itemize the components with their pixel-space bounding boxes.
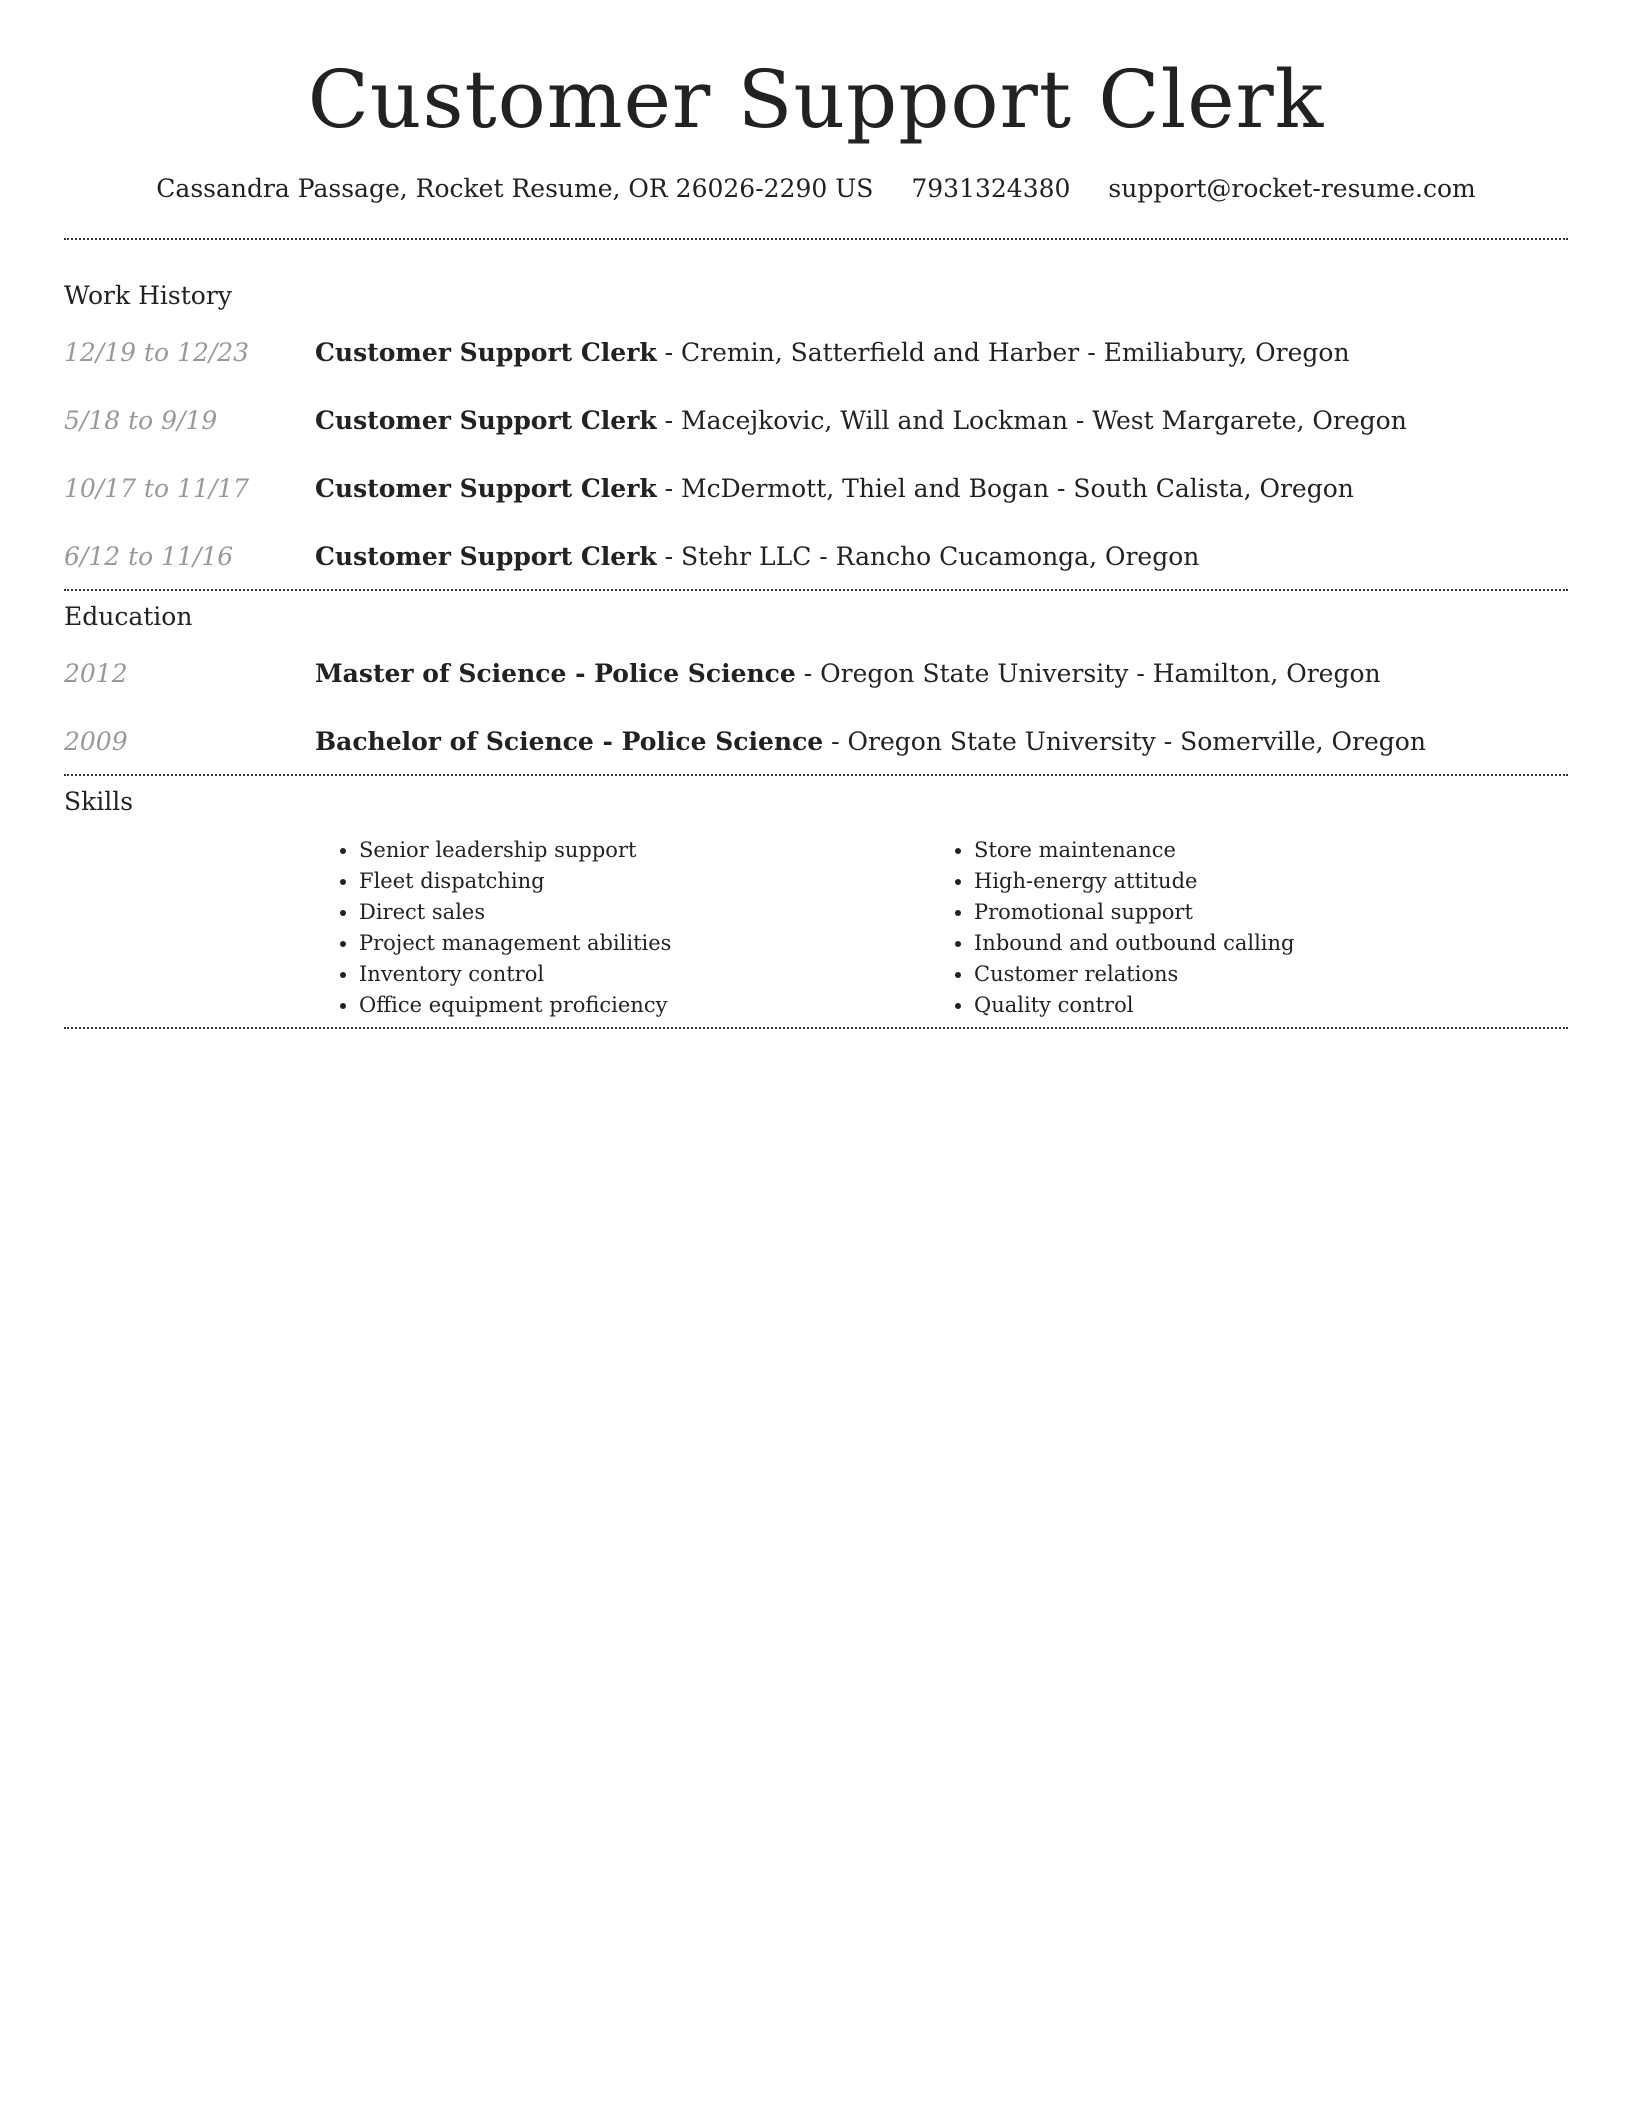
work-entry [315,337,1350,369]
education-item [64,658,1568,726]
work-role: Customer Support Clerk [315,474,657,503]
education-entry [315,726,1426,758]
education-school: - Oregon State University - Somerville, Oregon [823,727,1426,756]
skills-column-1 [315,835,671,1021]
work-history-item [64,337,1568,405]
education-entry [315,658,1381,690]
education-school: - Oregon State University - Hamilton, Oregon [795,659,1381,688]
skill-item: • Senior leadership support [359,835,671,866]
skill-item: • Promotional support [974,897,1295,928]
work-employer: - McDermott, Thiel and Bogan - South Calista, Oregon [656,474,1354,503]
work-role: Customer Support Clerk [315,338,657,367]
divider [64,589,1568,591]
contact-line [64,174,1568,204]
contact-email: support@rocket-resume.com [1108,174,1476,203]
work-entry [315,473,1354,505]
education-list [64,658,1568,764]
skill-item: • Inbound and outbound calling [974,928,1295,959]
skill-item: • Direct sales [359,897,671,928]
skill-item: • Store maintenance [974,835,1295,866]
work-history-item [64,405,1568,473]
education-item [64,726,1568,764]
work-employer: - Macejkovic, Will and Lockman - West Margarete, Oregon [656,406,1407,435]
work-dates: 10/17 to 11/17 [64,474,250,503]
work-role: Customer Support Clerk [315,406,657,435]
divider [64,1027,1568,1029]
work-history-item [64,541,1568,589]
skill-item: • Inventory control [359,959,671,990]
section-title-education: Education [64,602,193,631]
skill-item: • Customer relations [974,959,1295,990]
skill-item: • High-energy attitude [974,866,1295,897]
contact-address: Cassandra Passage, Rocket Resume, OR 26026-2290 US [156,174,874,203]
work-employer: - Stehr LLC - Rancho Cucamonga, Oregon [656,542,1200,571]
skills-grid [64,817,1568,1027]
section-title-skills: Skills [64,787,134,816]
work-history-item [64,473,1568,541]
education-year: 2009 [64,727,128,756]
skill-item: • Office equipment proficiency [359,990,671,1021]
divider [64,774,1568,776]
skills-column-2 [930,835,1295,1021]
work-dates: 12/19 to 12/23 [64,338,250,367]
divider [64,238,1568,240]
education-year: 2012 [64,659,128,688]
work-entry [315,541,1199,573]
skill-item: • Quality control [974,990,1295,1021]
education-degree: Master of Science - Police Science [315,659,796,688]
work-employer: - Cremin, Satterfield and Harber - Emiliabury, Oregon [656,338,1350,367]
education-degree: Bachelor of Science - Police Science [315,727,824,756]
work-dates: 5/18 to 9/19 [64,406,218,435]
resume-page [64,0,1568,1029]
section-title-work-history: Work History [64,281,232,310]
work-role: Customer Support Clerk [315,542,657,571]
resume-name-title: Customer Support Clerk [307,53,1325,146]
skill-item: • Project management abilities [359,928,671,959]
work-history-list [64,337,1568,589]
skill-item: • Fleet dispatching [359,866,671,897]
work-dates: 6/12 to 11/16 [64,542,234,571]
work-entry [315,405,1407,437]
contact-phone: 7931324380 [911,174,1071,203]
